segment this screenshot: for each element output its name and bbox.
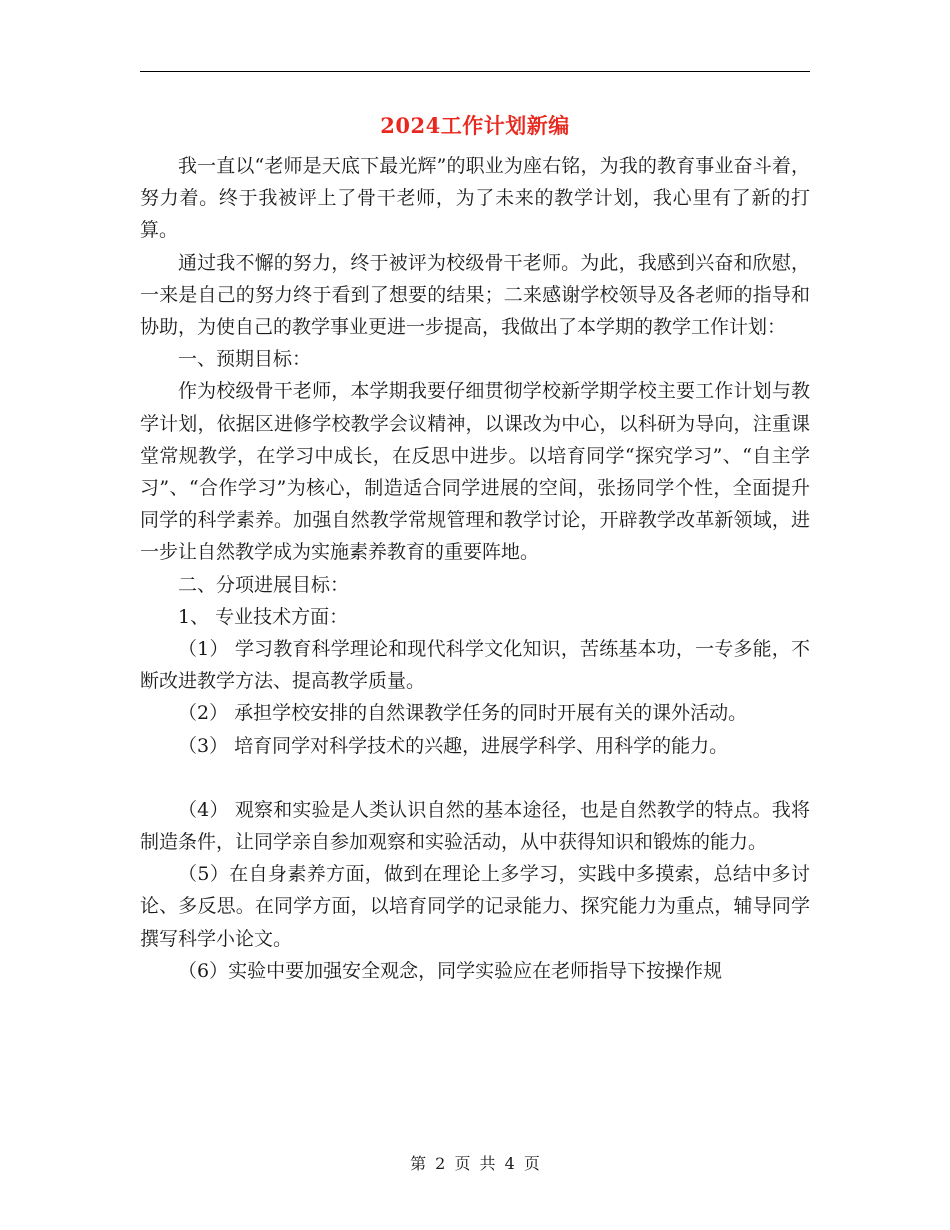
page-number-footer: 第 2 页 共 4 页 bbox=[410, 1154, 540, 1173]
list-item-5: （5）在自身素养方面，做到在理论上多学习，实践中多摸索，总结中多讨论、多反思。在同学方面，以培育同学的记录能力、探究能力为重点，辅导同学撰写科学小论文。 bbox=[140, 863, 810, 950]
heading-professional-skills: 1、 专业技术方面： bbox=[178, 605, 349, 628]
list-item-3: （3） 培育同学对科学技术的兴趣，进展学科学、用科学的能力。 bbox=[178, 734, 729, 757]
paragraph-expected-goals: 作为校级骨干老师，本学期我要仔细贯彻学校新学期学校主要工作计划与教学计划，依据区进修学校教学会议精神，以课改为中心，以科研为导向，注重课堂常规教学，在学习中成长，在反思中进步。以培育同学“探究学习”、“自主学习”、“合作学习”为核心，制造适合同学进展的空间，张扬同学个性，全面提升同学的科学素养。加强自然教学常规管理和教学讨论，开辟教学改革新领域，进一步让自然教学成为实施素养教育的重要阵地。 bbox=[140, 380, 810, 564]
list-item-6: （6）实验中要加强安全观念，同学实验应在老师指导下按操作规 bbox=[178, 959, 723, 982]
document-body bbox=[140, 150, 810, 987]
paragraph-reason: 通过我不懈的努力，终于被评为校级骨干老师。为此，我感到兴奋和欣慰，一来是自己的努力终于看到了想要的结果；二来感谢学校领导及各老师的指导和协助，为使自己的教学事业更进一步提高，我做出了本学期的教学工作计划： bbox=[140, 251, 810, 339]
list-item-4: （4） 观察和实验是人类认识自然的基本途径，也是自然教学的特点。我将制造条件，让同学亲自参加观察和实验活动，从中获得知识和锻炼的能力。 bbox=[140, 798, 810, 854]
list-item-1: （1） 学习教育科学理论和现代科学文化知识，苦练基本功，一专多能，不断改进教学方法、提高教学质量。 bbox=[140, 638, 810, 693]
header-rule bbox=[140, 71, 810, 72]
heading-sub-goals: 二、分项进展目标： bbox=[178, 573, 350, 596]
list-item-2: （2） 承担学校安排的自然课教学任务的同时开展有关的课外活动。 bbox=[178, 702, 748, 725]
paragraph-intro: 我一直以“老师是天底下最光辉”的职业为座右铭，为我的教育事业奋斗着，努力着。终于我被评上了骨干老师，为了未来的教学计划，我心里有了新的打算。 bbox=[140, 155, 810, 242]
heading-expected-goals: 一、预期目标： bbox=[178, 348, 312, 371]
document-title: 2024工作计划新编 bbox=[380, 113, 570, 138]
